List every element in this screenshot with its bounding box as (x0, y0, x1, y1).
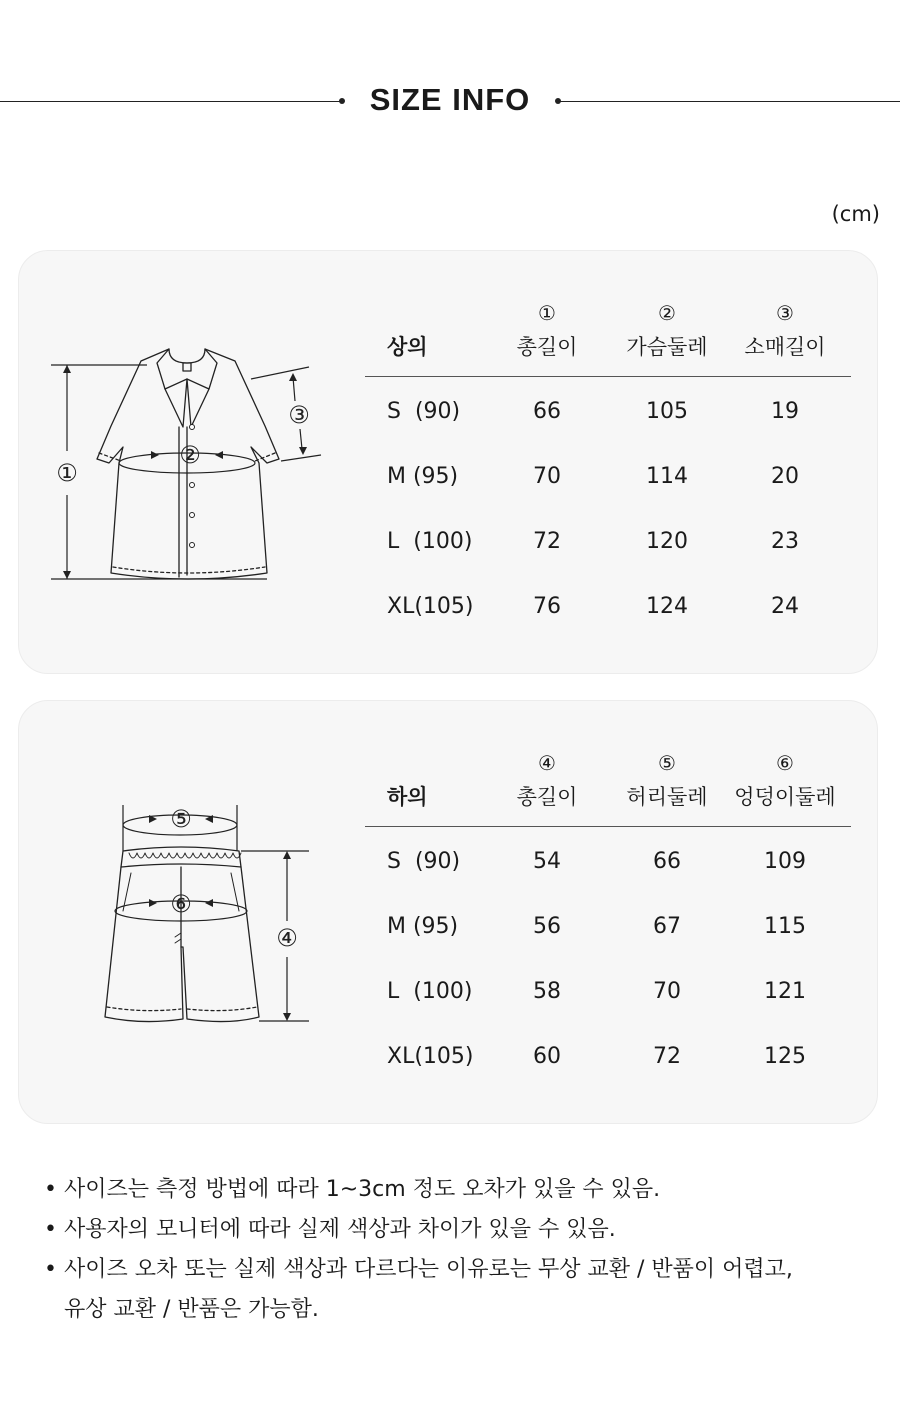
value-cell: 76 (533, 594, 561, 619)
value-cell: 109 (764, 849, 806, 874)
size-label: S (90) (387, 399, 461, 424)
note-text: 사이즈는 측정 방법에 따라 1~3cm 정도 오차가 있을 수 있음. (64, 1177, 661, 1202)
top-col-num-1: ① (538, 301, 556, 325)
value-cell: 24 (771, 594, 799, 619)
table-row (365, 979, 851, 1009)
mark-1: ① (56, 459, 78, 487)
measure-line-4 (241, 851, 309, 1021)
value-cell: 60 (533, 1044, 561, 1069)
top-col-label-3: 소매길이 (744, 335, 826, 359)
value-cell: 56 (533, 914, 561, 939)
value-cell: 20 (771, 464, 799, 489)
top-col-num-3: ③ (776, 301, 794, 325)
value-cell: 54 (533, 849, 561, 874)
top-col-num-2: ② (658, 301, 676, 325)
value-cell: 70 (533, 464, 561, 489)
note-bullet: • (44, 1217, 57, 1242)
value-cell: 72 (533, 529, 561, 554)
table-row (365, 594, 851, 624)
unit-label: (cm) (831, 202, 880, 226)
note-text: 사용자의 모니터에 따라 실제 색상과 차이가 있을 수 있음. (64, 1217, 616, 1242)
bottom-col-num-2: ⑤ (658, 751, 676, 775)
value-cell: 121 (764, 979, 806, 1004)
bottom-size-panel (18, 700, 878, 1124)
note-item (44, 1250, 874, 1290)
mark-4: ④ (276, 924, 298, 952)
table-row (365, 399, 851, 429)
shirt-diagram (19, 251, 349, 675)
value-cell: 58 (533, 979, 561, 1004)
size-label: M (95) (387, 464, 459, 489)
table-row (365, 914, 851, 944)
measure-line-3 (251, 367, 321, 461)
value-cell: 19 (771, 399, 799, 424)
top-col-label-1: 총길이 (516, 335, 578, 359)
table-row (365, 464, 851, 494)
bottom-col-label-1: 총길이 (516, 785, 578, 809)
mark-3: ③ (288, 401, 310, 429)
section-title-row (0, 80, 900, 124)
value-cell: 23 (771, 529, 799, 554)
bottom-col-label-3: 엉덩이둘레 (734, 785, 836, 809)
top-category-header: 상의 (387, 335, 428, 359)
note-item (44, 1210, 874, 1250)
table-row (365, 529, 851, 559)
value-cell: 114 (646, 464, 688, 489)
value-cell: 125 (764, 1044, 806, 1069)
shorts-diagram (19, 701, 349, 1125)
value-cell: 67 (653, 914, 681, 939)
note-item (44, 1170, 874, 1210)
size-label: XL(105) (387, 1044, 474, 1069)
table-row (365, 1044, 851, 1074)
bottom-category-header: 하의 (387, 785, 428, 809)
size-label: XL(105) (387, 594, 474, 619)
page-title: SIZE INFO (369, 82, 531, 117)
note-text: 사이즈 오차 또는 실제 색상과 다르다는 이유로는 무상 교환 / 반품이 어렵고, (64, 1257, 793, 1282)
bottom-col-label-2: 허리둘레 (626, 785, 708, 809)
note-item-continuation (44, 1290, 874, 1330)
value-cell: 115 (764, 914, 806, 939)
notes-list (44, 1170, 874, 1330)
table-row (365, 849, 851, 879)
mark-6: ⑥ (170, 890, 192, 918)
size-label: L (100) (387, 979, 473, 1004)
value-cell: 72 (653, 1044, 681, 1069)
note-bullet: • (44, 1177, 57, 1202)
title-divider-right (560, 101, 900, 102)
note-bullet: • (44, 1257, 57, 1282)
bottom-col-num-1: ④ (538, 751, 556, 775)
size-label: M (95) (387, 914, 459, 939)
top-table-divider (365, 376, 851, 377)
bottom-table-divider (365, 826, 851, 827)
value-cell: 105 (646, 399, 688, 424)
size-label: L (100) (387, 529, 473, 554)
value-cell: 66 (653, 849, 681, 874)
note-text: 유상 교환 / 반품은 가능함. (64, 1297, 319, 1322)
value-cell: 124 (646, 594, 688, 619)
value-cell: 70 (653, 979, 681, 1004)
size-label: S (90) (387, 849, 461, 874)
value-cell: 120 (646, 529, 688, 554)
mark-2: ② (179, 441, 201, 469)
bottom-col-num-3: ⑥ (776, 751, 794, 775)
top-col-label-2: 가슴둘레 (626, 335, 708, 359)
value-cell: 66 (533, 399, 561, 424)
top-size-panel (18, 250, 878, 674)
mark-5: ⑤ (170, 805, 192, 833)
